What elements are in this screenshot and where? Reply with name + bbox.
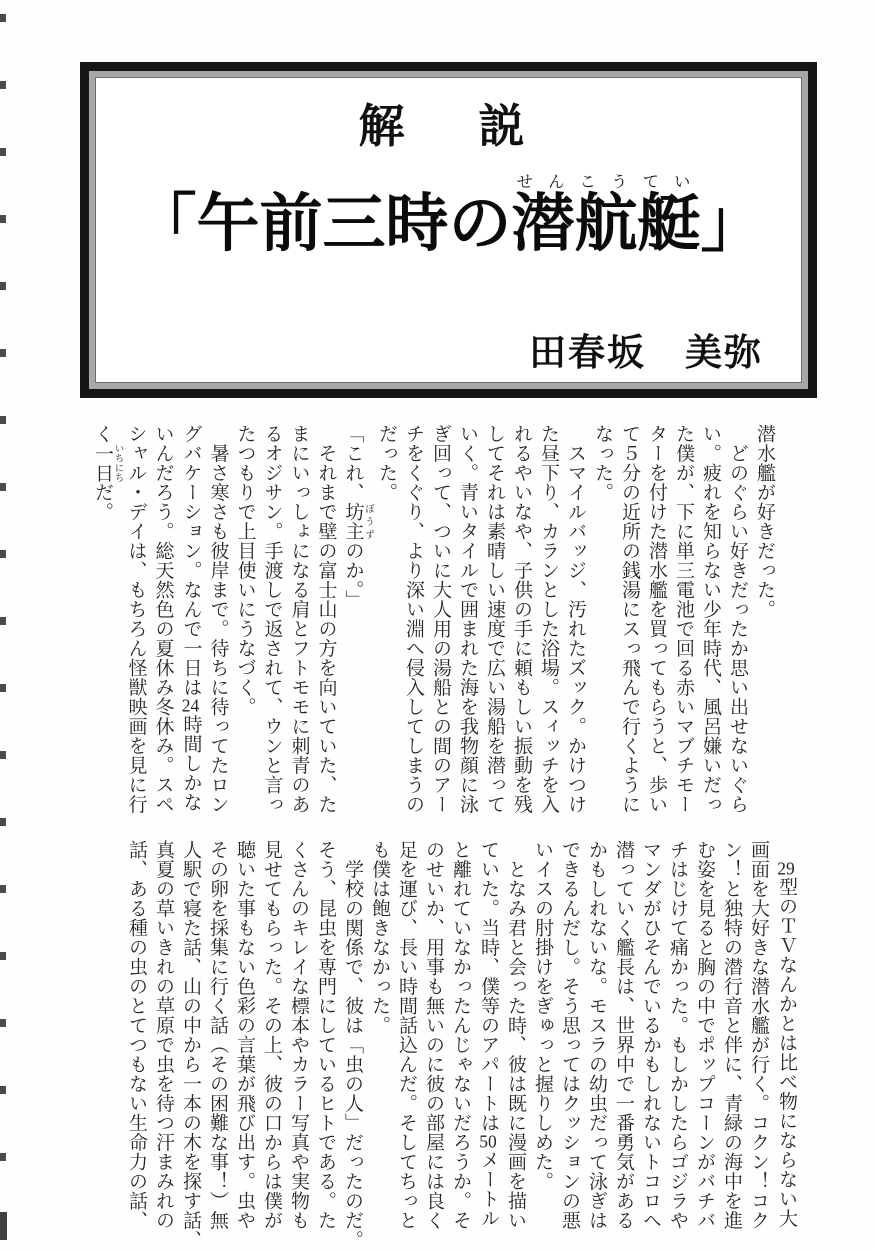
text-column: て５分の近所の銭湯にスっ飛んで行くように <box>619 424 640 814</box>
author-name: 田春坂 美弥 <box>529 332 763 373</box>
text-column: む姿を見ると胸の中でポップコーンがバチバ <box>694 840 715 1230</box>
text-column: その卵を採集に行く話（その困難な事！）無 <box>207 840 228 1230</box>
text-column: ぎ回って、ついに大人用の湯船との間のアー <box>430 424 451 814</box>
text-column: それまで壁の富士山の方を向いていた、た <box>315 424 337 814</box>
text-column: シャル・デイは、もちろん怪獣映画を見に行 <box>125 424 147 814</box>
text-column: 足を運び、長い時間話込んだ。そしてちっと <box>396 840 417 1230</box>
page-title: 「午前三時の潜せん航こう艇てい」 <box>133 174 764 259</box>
text-column: ン！と独特の潜行音と伴に、青緑の海中を進 <box>721 840 742 1230</box>
text-column: チをくぐり、より深い淵へ侵入してしまうの <box>403 424 424 814</box>
text-column: いく。青いタイルで囲まれた海を我物顔に泳 <box>457 424 478 814</box>
text-column: 潜っていく艦長は、世界中で一番勇気がある <box>613 840 634 1230</box>
text-column: いイスの肘掛けをぎゅっと握りしめた。 <box>532 840 553 1191</box>
text-column: た僕が、下に単三電池で回る赤いマブチモー <box>673 424 694 814</box>
text-column: れるやいなや、子供の手に頼もしい振動を残 <box>511 424 532 814</box>
text-column: たつもりで上目使いにうなづく。 <box>234 424 256 717</box>
title-box-inner <box>95 77 802 383</box>
text-column: なった。 <box>592 424 613 502</box>
text-column: 暑さ寒さも彼岸まで。待ちに待ってたロン <box>207 424 229 814</box>
text-column: 「これ、坊主 ぼうずのか。」 <box>342 424 373 610</box>
text-column: できるんだし。そう思ってはクッションの悪 <box>559 840 580 1230</box>
essay-section-2 <box>123 840 800 1250</box>
text-column: グバケーション。なんで一日は24時間しかな <box>180 424 202 812</box>
text-column: 真夏の草いきれの草原で虫を待つ汗まみれの <box>153 840 174 1230</box>
text-column: のせいか、用事も無いのに彼の部屋には良く <box>423 840 444 1230</box>
text-column: く一日 いちにちだ。 <box>92 424 123 522</box>
text-column: 聴いた事もない色彩の言葉が飛び出す。虫や <box>234 840 255 1230</box>
text-column: スマイルバッジ、汚れたズック。かけつけ <box>565 424 586 814</box>
text-column: 見せてもらった。その上、彼の口からは僕が <box>261 840 282 1230</box>
text-column: チはじけて痛かった。もしかしたらゴジラや <box>667 840 688 1230</box>
text-column: そう、昆虫を専門にしているヒトである。た <box>315 840 336 1230</box>
binding-scan-marks <box>0 14 6 1240</box>
text-column: 人駅で寝た話、山の中から一本の木を探す話、 <box>180 840 201 1250</box>
text-column: い。疲れを知らない少年時代、風呂嫌いだっ <box>700 424 721 814</box>
title-box <box>80 62 817 398</box>
text-column: どのぐらい好きだったか思い出せないぐら <box>727 424 748 814</box>
text-column: 画面を大好きな潜水艦が行く。コクン！コク <box>748 840 769 1230</box>
text-column: してそれは素晴しい速度で広い湯船を潜って <box>484 424 505 814</box>
text-column: 潜水艦が好きだった。 <box>754 424 775 619</box>
text-column: た昼下り、カランとした浴場。スィッチを入 <box>538 424 559 814</box>
essay-section-1 <box>89 424 778 818</box>
text-column: も僕は飽きなかった。 <box>369 840 390 1035</box>
section-label: 解 説 <box>358 100 539 152</box>
text-column: くさんのキレイな標本やカラー写真や実物も <box>288 840 309 1230</box>
text-column: となみ君と会った時、彼は既に漫画を描い <box>505 840 526 1230</box>
text-column: と離れていなかったんじゃないだろうか。そ <box>450 840 471 1230</box>
text-column: 話、ある種の虫のとてつもない生命力の話、 <box>126 840 147 1230</box>
title-box-gray-frame <box>89 71 808 389</box>
text-column: マンダがひそんでいるかもしれないトコロへ <box>640 840 661 1230</box>
text-column: いんだろう。総天然色の夏休み冬休み。スペ <box>152 424 174 814</box>
text-column: だった。 <box>376 424 397 502</box>
text-column: るオジサン。手渡しで返されて、ウンと言っ <box>261 424 283 814</box>
text-column: 29型のＴＶなんかとは比べ物にならない大 <box>776 859 797 1228</box>
text-column: かもしれないな。モスラの幼虫だって泳ぎは <box>586 840 607 1230</box>
text-column: ていた。当時、僕等のアパートは50メートル <box>478 840 499 1228</box>
text-column: まにいっしょになる肩とフトモモに刺青のあ <box>288 424 310 814</box>
text-column: 学校の関係で、彼は「虫の人」だったのだ。 <box>342 840 363 1250</box>
text-column: ターを付けた潜水艦を買ってもらうと、歩い <box>646 424 667 814</box>
